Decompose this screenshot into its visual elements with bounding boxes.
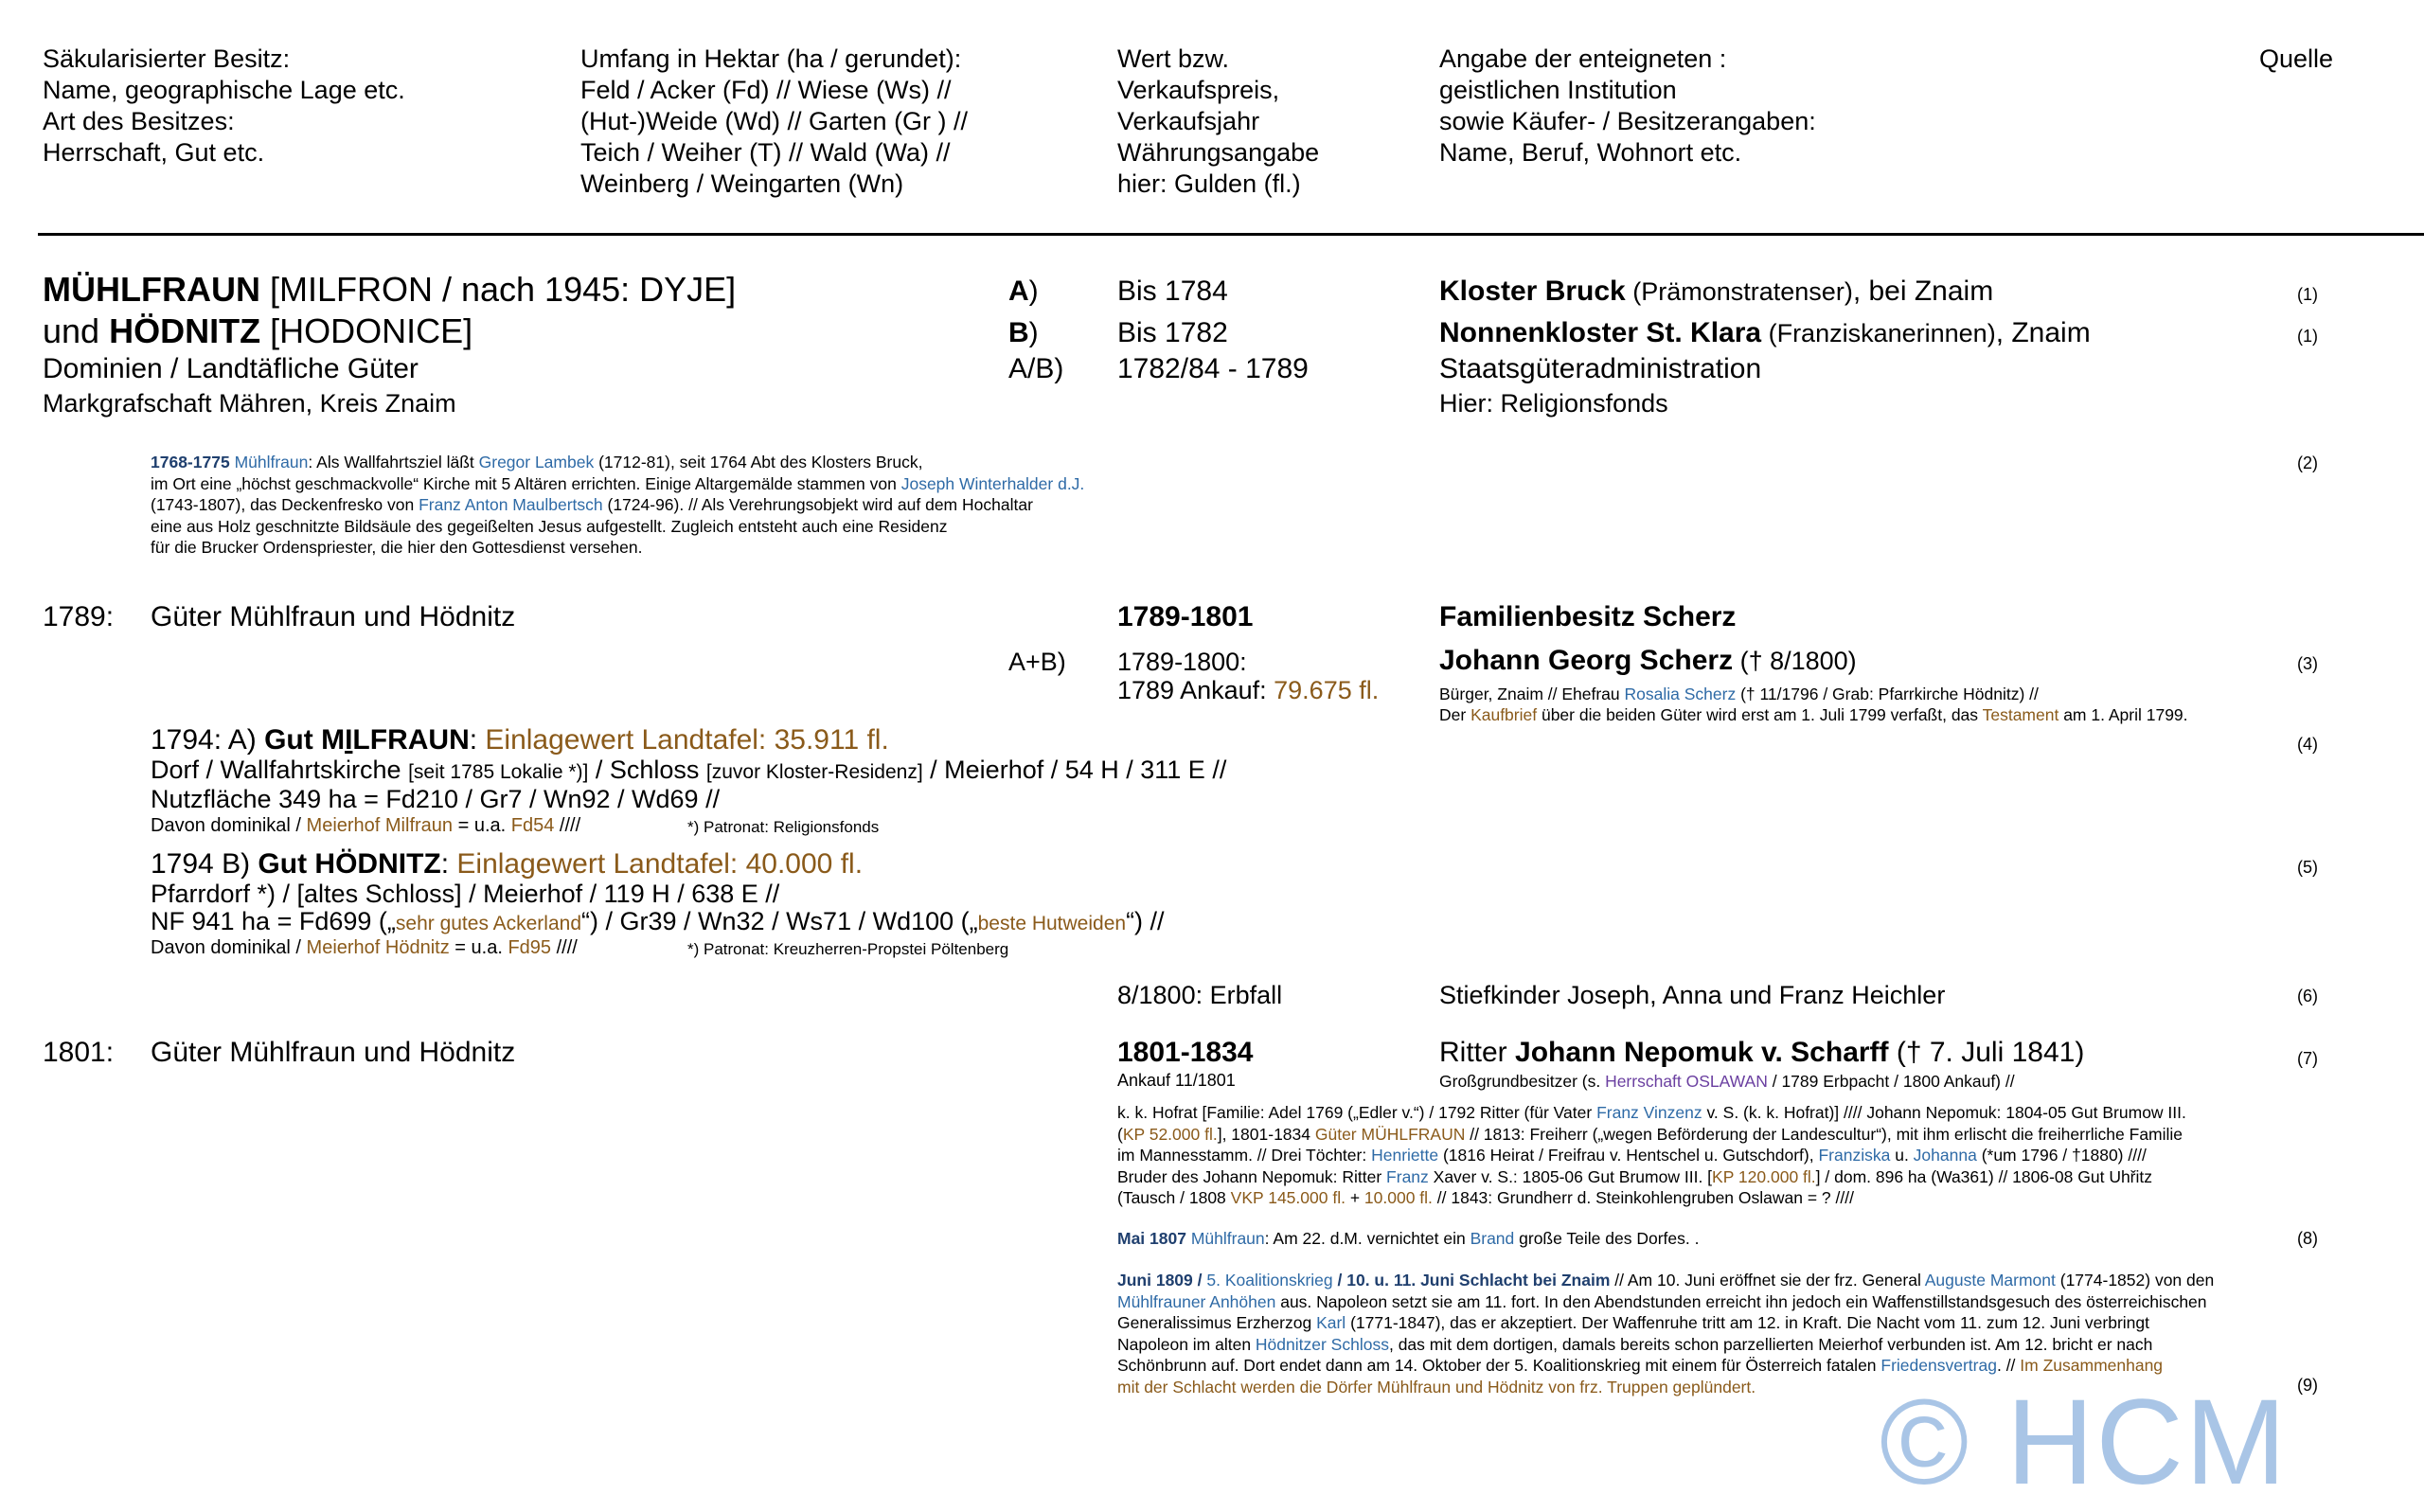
note-2-text: (1712-81), seit 1764 Abt des Klosters Bruck, xyxy=(594,453,923,471)
scherz-name-bold: Johann Georg Scherz xyxy=(1439,645,1734,676)
scherz-detail-1 xyxy=(1439,684,2039,705)
owner-b-institution: Nonnenkloster St. Klara xyxy=(1439,317,1762,348)
header-text: Verkaufspreis, xyxy=(1117,76,1280,104)
gut-b-text: Davon dominikal / xyxy=(151,937,307,958)
note-9-segment: Auguste Marmont xyxy=(1924,1271,2056,1290)
note-2-place: Mühlfraun xyxy=(229,453,309,471)
header-col-wert xyxy=(1117,44,1319,200)
owner-ab-sub: Hier: Religionsfonds xyxy=(1439,389,1668,418)
purchase-price: 79.675 fl. xyxy=(1274,676,1380,704)
gut-a-line-3: Nutzfläche 349 ha = Fd210 / Gr7 / Wn92 / Wd69 // xyxy=(151,785,721,813)
note-9-segment: mit der Schlacht werden die Dörfer Mühlfraun und Hödnitz von frz. Truppen geplündert. xyxy=(1117,1377,1756,1396)
owner-ab-name: Staatsgüteradministration xyxy=(1439,353,1762,384)
gut-a-text: [zuvor Kloster-Residenz] xyxy=(705,761,923,783)
scharff-segment: im Mannesstamm. // Drei Töchter: xyxy=(1117,1146,1372,1165)
header-col-umfang xyxy=(580,44,968,200)
note-9-segment: aus. Napoleon setzt sie am 11. fort. In den Abendstunden erreicht ihn jedoch ein Waffenstillstandsgesuch des österreichischen xyxy=(1275,1291,2207,1311)
note-2-text: im Ort eine „höchst geschmackvolle“ Kirche mit 5 Altären errichten. Einige Altargemälde stammen von xyxy=(151,473,901,493)
header-text: Teich / Weiher (T) // Wald (Wa) // xyxy=(580,138,951,167)
scharff-segment: v. S. (k. k. Hofrat)] //// Johann Nepomuk: 1804-05 Gut Brumow III. xyxy=(1702,1103,2186,1122)
header-text: Umfang in Hektar (ha / gerundet): xyxy=(580,44,962,73)
source-ref-3: (3) xyxy=(2297,654,2318,673)
note-9-segment: (1771-1847), das er akzeptiert. Der Waffenruhe tritt am 12. in Kraft. Die Nacht vom 11. zum 12. Juni verbringt xyxy=(1346,1313,2150,1332)
header-text: (Hut-)Weide (Wd) // Garten (Gr ) // xyxy=(580,107,969,135)
scharff-text: / 1789 Erbpacht / 1800 Ankauf) // xyxy=(1767,1072,2015,1091)
scharff-text: Großgrundbesitzer (s. xyxy=(1439,1072,1606,1091)
scharff-segment: Johanna xyxy=(1913,1146,1977,1165)
note-8-date: Mai 1807 xyxy=(1117,1229,1186,1248)
note-9-segment: Friedensvertrag xyxy=(1880,1356,1997,1375)
gut-b-line-2: Pfarrdorf *) / [altes Schloss] / Meierhof / 119 H / 638 E // xyxy=(151,880,780,908)
scherz-text: († 11/1796 / Grab: Pfarrkirche Hödnitz) // xyxy=(1736,685,2039,703)
owner-a-name xyxy=(1439,275,1993,309)
section-1801-period: 1801-1834 xyxy=(1117,1037,1254,1068)
section-1789-purchase xyxy=(1117,676,1379,704)
source-ref-7: (7) xyxy=(2297,1049,2318,1068)
header-text: Name, Beruf, Wohnort etc. xyxy=(1439,138,1742,167)
header-text: Verkaufsjahr xyxy=(1117,107,1260,135)
scharff-segment: Bruder des Johann Nepomuk: Ritter xyxy=(1117,1166,1387,1186)
owner-b-period: Bis 1782 xyxy=(1117,317,1228,348)
gut-a-fd: Fd54 xyxy=(510,815,555,836)
erbfall-period: 8/1800: Erbfall xyxy=(1117,981,1283,1009)
note-9-segment: Schönbrunn auf. Dort endet dann am 14. Oktober der 5. Koalitionskrieg mit einem für Österreich fatalen xyxy=(1117,1356,1881,1375)
gut-b-line-3 xyxy=(151,907,1165,938)
scharff-line xyxy=(1117,1124,2186,1146)
scherz-text: Bürger, Znaim // Ehefrau xyxy=(1439,685,1625,703)
scharff-segment: (1816 Heirat / Freifrau v. Hentschel u. Gutschdorf), xyxy=(1438,1146,1819,1165)
scharff-segment: VKP 145.000 fl. xyxy=(1230,1188,1346,1207)
note-9-segment: Im Zusammenhang xyxy=(2020,1356,2164,1375)
note-2-text: (1743-1807), das Deckenfresko von xyxy=(151,495,419,514)
owner-b-place: , Znaim xyxy=(1995,317,2091,348)
scharff-segment: u. xyxy=(1890,1146,1914,1165)
note-9-segment: . // xyxy=(1996,1356,2021,1375)
scharff-line xyxy=(1117,1166,2186,1188)
gut-a-meierhof: Meierhof Milfraun xyxy=(306,815,454,836)
source-ref-8: (8) xyxy=(2297,1229,2318,1248)
watermark: © HCM xyxy=(1880,1375,2289,1510)
scharff-segment: 10.000 fl. xyxy=(1364,1188,1433,1207)
source-ref-1b: (1) xyxy=(2297,327,2318,346)
gut-b-patronat: *) Patronat: Kreuzherren-Propstei Pöltenberg xyxy=(687,940,1009,958)
note-9-segment: Karl xyxy=(1316,1313,1346,1332)
scherz-text: Der xyxy=(1439,705,1471,724)
note-9-segment: , das mit dem dortigen, damals bereits schon parzellierten Meierhof verbunden ist. Am 12. bricht er nach xyxy=(1388,1334,2153,1354)
owner-a-order: (Prämonstratenser) xyxy=(1625,277,1853,306)
gut-a-year: 1794: A) xyxy=(151,724,265,756)
note-2-line: für die Brucker Ordenspriester, die hier den Gottesdienst versehen. xyxy=(151,538,643,557)
title-line-2 xyxy=(43,311,472,352)
owner-a-letter: A xyxy=(1008,276,1029,307)
scherz-wife: Rosalia Scherz xyxy=(1624,685,1737,703)
gut-b-text: “) / Gr39 / Wn32 / Ws71 / Wd100 („ xyxy=(581,907,978,935)
header-col-besitz xyxy=(43,44,405,169)
note-9-segment: / 10. u. 11. Juni Schlacht bei Znaim xyxy=(1332,1271,1611,1290)
title-und: und xyxy=(43,311,110,350)
scharff-name xyxy=(1439,1036,2084,1070)
source-ref-5: (5) xyxy=(2297,858,2318,877)
owner-b-letter: B xyxy=(1008,317,1029,348)
header-text: Art des Besitzes: xyxy=(43,107,235,135)
note-2-person: Joseph Winterhalder d.J. xyxy=(900,473,1085,493)
gut-b-meierhof: Meierhof Hödnitz xyxy=(306,937,450,958)
note-2 xyxy=(151,452,1084,559)
header-col-institution xyxy=(1439,44,1816,169)
owner-b-label xyxy=(1008,316,1039,350)
gut-b-value: Einlagewert Landtafel: 40.000 fl. xyxy=(456,848,864,880)
note-9-segment: 5. Koalitionskrieg xyxy=(1206,1271,1333,1290)
scharff-segment: KP 120.000 fl. xyxy=(1712,1166,1816,1186)
header-text: Währungsangabe xyxy=(1117,138,1320,167)
title-muehlfraun: MÜHLFRAUN xyxy=(43,270,260,309)
scharff-segment: Franz xyxy=(1386,1166,1429,1186)
section-1801-purchase: Ankauf 11/1801 xyxy=(1117,1071,1236,1090)
title-hoednitz: HÖDNITZ xyxy=(109,311,261,350)
note-2-person: Gregor Lambek xyxy=(478,453,595,471)
note-9-segment: (1774-1852) von den xyxy=(2055,1271,2215,1290)
gut-a-text: / Meierhof / 54 H / 311 E // xyxy=(922,756,1227,784)
scharff-paragraph xyxy=(1117,1102,2186,1209)
note-9-segment: / xyxy=(1192,1271,1207,1290)
owner-a-period: Bis 1784 xyxy=(1117,276,1228,307)
note-8-place: Mühlfraun xyxy=(1185,1229,1265,1248)
title-line-1 xyxy=(43,269,736,311)
gut-a-text: [seit 1785 Lokalie *)] xyxy=(408,761,589,783)
scharff-segment: Franziska xyxy=(1818,1146,1891,1165)
owner-ab-label: A/B) xyxy=(1008,353,1064,384)
scharff-segment: Henriette xyxy=(1371,1146,1439,1165)
section-1789-p1: 1789-1800: xyxy=(1117,648,1247,676)
scharff-segment: KP 52.000 fl. xyxy=(1122,1124,1218,1144)
title-region: Markgrafschaft Mähren, Kreis Znaim xyxy=(43,389,456,418)
section-1789-ab: A+B) xyxy=(1008,648,1066,676)
note-2-line xyxy=(151,494,1084,516)
gut-b-ackerland: sehr gutes Ackerland xyxy=(395,913,582,934)
gut-b-text: “) // xyxy=(1126,907,1165,935)
note-2-dates: 1768-1775 xyxy=(151,453,230,471)
header-text: Weinberg / Weingarten (Wn) xyxy=(580,169,904,198)
scharff-segment: (*um 1796 / †1880) //// xyxy=(1976,1146,2147,1165)
scharff-segment: k. k. Hofrat [Familie: Adel 1769 („Edler v.“) / 1792 Ritter (für Vater xyxy=(1117,1103,1597,1122)
owner-b-order: (Franziskanerinnen) xyxy=(1761,319,1996,347)
scharff-title: Ritter xyxy=(1439,1037,1516,1068)
note-2-line xyxy=(151,473,1084,495)
owner-a-paren: ) xyxy=(1028,276,1039,307)
scherz-text: am 1. April 1799. xyxy=(2059,705,2188,724)
source-ref-4: (4) xyxy=(2297,735,2318,754)
scharff-segment: (Tausch / 1808 xyxy=(1117,1188,1231,1207)
note-9-segment: Mühlfrauner Anhöhen xyxy=(1117,1291,1276,1311)
header-text: Angabe der enteigneten : xyxy=(1439,44,1727,73)
section-1789-year: 1789: xyxy=(43,601,115,632)
scharff-oslawan: Herrschaft OSLAWAN xyxy=(1605,1072,1768,1091)
source-ref-1a: (1) xyxy=(2297,285,2318,304)
header-text: Name, geographische Lage etc. xyxy=(43,76,405,104)
header-text: Herrschaft, Gut etc. xyxy=(43,138,265,167)
header-text: geistlichen Institution xyxy=(1439,76,1677,104)
gut-a-text: Davon dominikal / xyxy=(151,815,307,836)
owner-b-paren: ) xyxy=(1028,317,1039,348)
header-divider xyxy=(38,233,2424,236)
gut-b-colon: : xyxy=(440,848,457,880)
note-9-segment: Juni 1809 xyxy=(1117,1271,1193,1290)
note-2-text: : Als Wallfahrtsziel läßt xyxy=(308,453,479,471)
gut-a-text: //// xyxy=(554,815,581,836)
purchase-label: 1789 Ankauf: xyxy=(1117,676,1274,704)
scherz-name xyxy=(1439,644,1857,678)
gut-b-year: 1794 B) xyxy=(151,848,258,880)
scharff-line xyxy=(1117,1145,2186,1166)
owner-a-label xyxy=(1008,275,1039,309)
gut-a-patronat: *) Patronat: Religionsfonds xyxy=(687,818,880,836)
scherz-death: († 8/1800) xyxy=(1733,647,1857,675)
section-1801-title: Güter Mühlfraun und Hödnitz xyxy=(151,1037,516,1068)
gut-a-text: = u.a. xyxy=(453,815,511,836)
note-9-line xyxy=(1117,1291,2214,1313)
note-8 xyxy=(1117,1228,1699,1250)
gut-b-text: = u.a. xyxy=(449,937,508,958)
scharff-death: († 7. Juli 1841) xyxy=(1888,1037,2085,1068)
scherz-detail-2 xyxy=(1439,704,2188,726)
note-9-line xyxy=(1117,1312,2214,1334)
note-8-brand: Brand xyxy=(1470,1229,1515,1248)
scharff-line xyxy=(1117,1187,2186,1209)
source-ref-9: (9) xyxy=(2297,1376,2318,1395)
scharff-segment: ], 1801-1834 xyxy=(1217,1124,1315,1144)
title-muehlfraun-alt: [MILFRON / nach 1945: DYJE] xyxy=(259,270,737,309)
note-2-person: Franz Anton Maulbertsch xyxy=(419,495,603,514)
note-2-line: eine aus Holz geschnitzte Bildsäule des gegeißelten Jesus aufgestellt. Zugleich entsteht auch eine Residenz xyxy=(151,516,948,536)
gut-a-heading xyxy=(151,723,889,757)
scharff-segment: // 1843: Grundherr d. Steinkohlengruben Oslawan = ? //// xyxy=(1432,1188,1854,1207)
gut-b-heading xyxy=(151,847,863,881)
gut-b-line-4 xyxy=(151,937,578,959)
owner-a-place: , bei Znaim xyxy=(1852,276,1994,307)
scharff-line-1 xyxy=(1439,1071,2015,1093)
title-hoednitz-alt: [HODONICE] xyxy=(260,311,473,350)
gut-b-fd: Fd95 xyxy=(508,937,552,958)
scharff-segment: ( xyxy=(1117,1124,1123,1144)
scherz-testament: Testament xyxy=(1982,705,2059,724)
gut-a-name-mark: I xyxy=(345,724,353,756)
header-text: hier: Gulden (fl.) xyxy=(1117,169,1301,198)
scherz-kaufbrief: Kaufbrief xyxy=(1470,705,1538,724)
note-9-segment: Generalissimus Erzherzog xyxy=(1117,1313,1317,1332)
gut-a-name: Gut M xyxy=(264,724,346,756)
header-text: Feld / Acker (Fd) // Wiese (Ws) // xyxy=(580,76,952,104)
note-9-line xyxy=(1117,1270,2214,1291)
note-9-segment: // Am 10. Juni eröffnet sie der frz. General xyxy=(1610,1271,1925,1290)
gut-b-text: //// xyxy=(551,937,578,958)
note-2-text: (1724-96). // Als Verehrungsobjekt wird auf dem Hochaltar xyxy=(602,495,1033,514)
scharff-segment: + xyxy=(1345,1188,1364,1207)
gut-b-hutweiden: beste Hutweiden xyxy=(977,913,1127,934)
section-1789-owner: Familienbesitz Scherz xyxy=(1439,601,1737,632)
header-col-quelle: Quelle xyxy=(2259,44,2334,73)
note-9-segment: Napoleon im alten xyxy=(1117,1334,1256,1354)
scharff-name-bold: Johann Nepomuk v. Scharff xyxy=(1515,1037,1889,1068)
gut-a-text: Dorf / Wallfahrtskirche xyxy=(151,756,409,784)
gut-a-text: / Schloss xyxy=(588,756,706,784)
title-type: Dominien / Landtäfliche Güter xyxy=(43,353,419,384)
gut-a-line-2 xyxy=(151,756,1226,787)
scherz-text: über die beiden Güter wird erst am 1. Juli 1799 verfaßt, das xyxy=(1537,705,1983,724)
note-8-text: : Am 22. d.M. vernichtet ein xyxy=(1264,1229,1470,1248)
note-2-line xyxy=(151,452,1084,473)
scharff-segment: Xaver v. S.: 1805-06 Gut Brumow III. [ xyxy=(1428,1166,1713,1186)
scharff-line xyxy=(1117,1102,2186,1124)
section-1789-title: Güter Mühlfraun und Hödnitz xyxy=(151,601,516,632)
source-ref-2: (2) xyxy=(2297,454,2318,472)
gut-a-value: Einlagewert Landtafel: 35.911 fl. xyxy=(485,724,889,756)
note-9-line xyxy=(1117,1334,2214,1356)
scharff-segment: Franz Vinzenz xyxy=(1596,1103,1702,1122)
owner-a-institution: Kloster Bruck xyxy=(1439,276,1626,307)
owner-b-name xyxy=(1439,316,2091,350)
header-text: sowie Käufer- / Besitzerangaben: xyxy=(1439,107,1816,135)
note-9-segment: Hödnitzer Schloss xyxy=(1255,1334,1389,1354)
gut-a-name: LFRAUN xyxy=(352,724,470,756)
owner-ab-period: 1782/84 - 1789 xyxy=(1117,353,1309,384)
gut-a-colon: : xyxy=(469,724,486,756)
gut-b-name: Gut HÖDNITZ xyxy=(258,848,441,880)
erbfall-heirs: Stiefkinder Joseph, Anna und Franz Heichler xyxy=(1439,981,1946,1009)
header-text: Säkularisierter Besitz: xyxy=(43,44,291,73)
header-text: Wert bzw. xyxy=(1117,44,1230,73)
scharff-segment: Güter MÜHLFRAUN xyxy=(1314,1124,1466,1144)
section-1801-year: 1801: xyxy=(43,1037,115,1068)
gut-b-text: NF 941 ha = Fd699 („ xyxy=(151,907,396,935)
gut-a-line-4 xyxy=(151,815,580,837)
scharff-segment: // 1813: Freiherr („wegen Beförderung der Landescultur“), mit ihm erlischt die freiherrliche Familie xyxy=(1465,1124,2183,1144)
source-ref-6: (6) xyxy=(2297,987,2318,1005)
note-8-text: große Teile des Dorfes. . xyxy=(1514,1229,1700,1248)
section-1789-period: 1789-1801 xyxy=(1117,601,1254,632)
scharff-segment: ] / dom. 896 ha (Wa361) // 1806-08 Gut Uhřitz xyxy=(1815,1166,2153,1186)
